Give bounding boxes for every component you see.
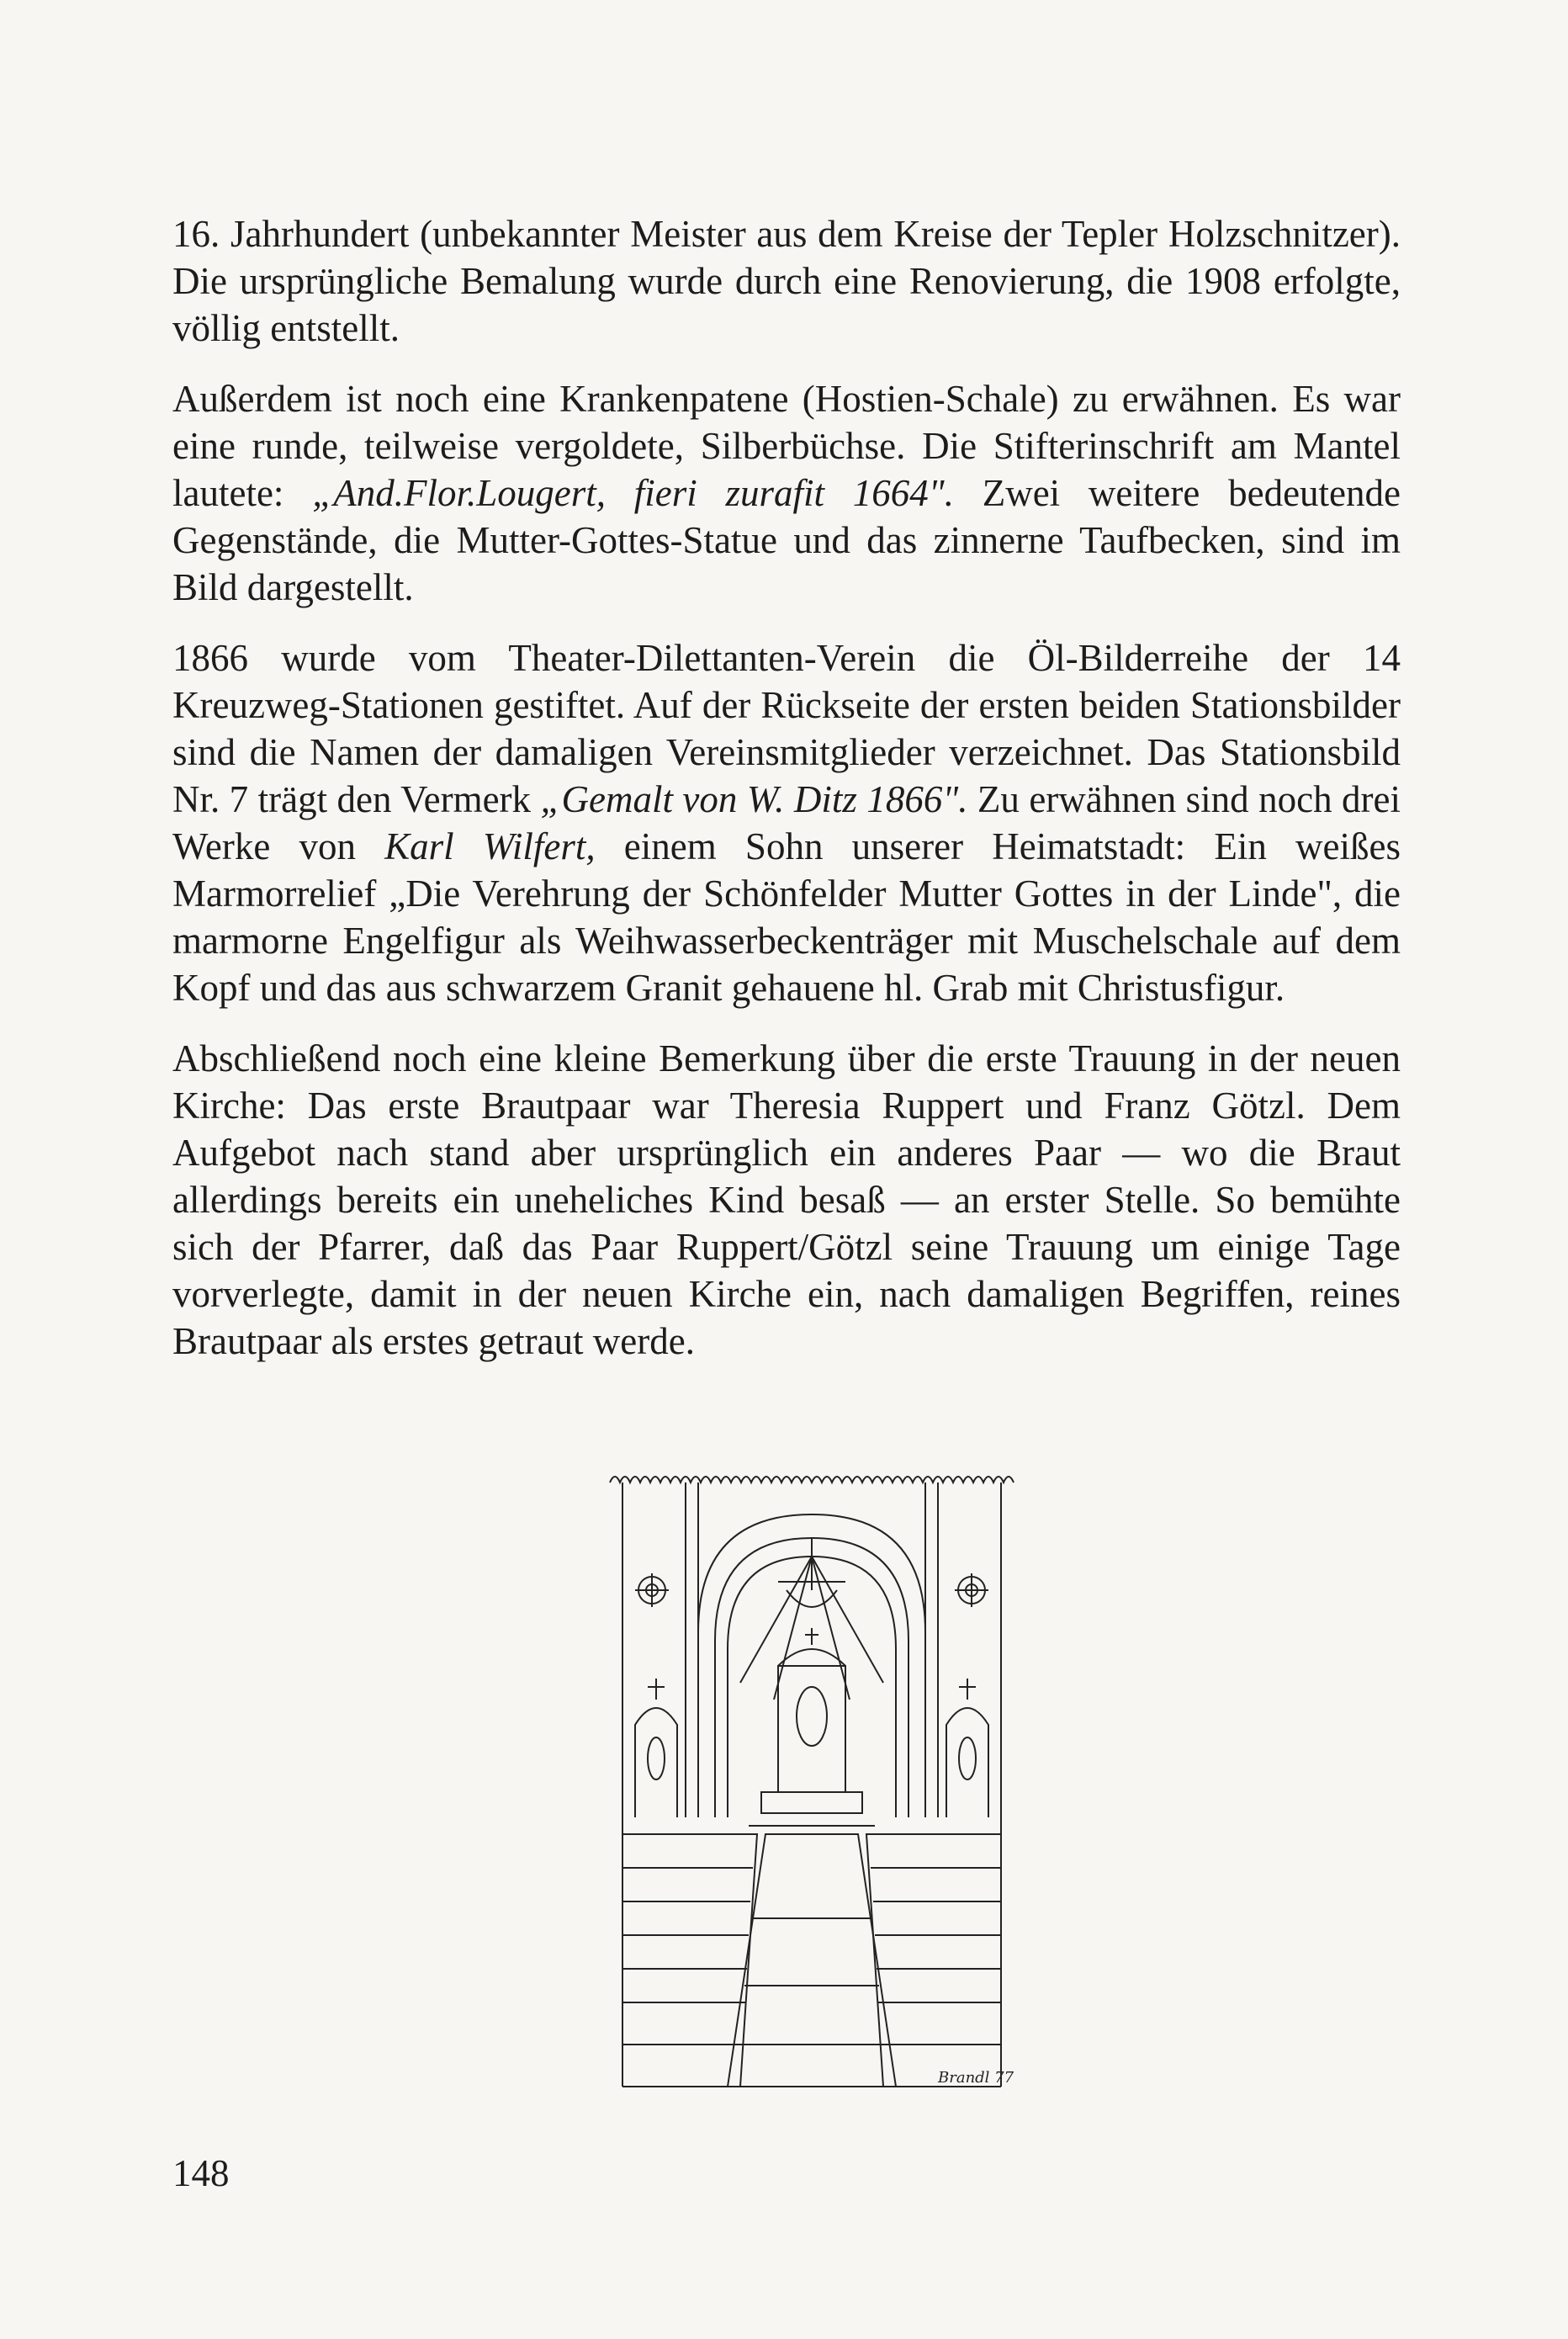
paragraph-3-text-a: 1866 wurde vom Theater-Dilettanten-Verein die Öl-Bilderreihe der 14 Kreuzweg-Stationen gestiftet. Auf der Rückseite der ersten beiden Stationsbilder sind die Namen der damaligen Vereinsmitglieder verzeichnet. Das Stationsbild Nr. 7 trägt den Vermerk [172,637,1401,820]
paragraph-2-text-a: Außerdem ist noch eine Krankenpatene (Hostien-Schale) zu erwähnen. Es war eine runde, teilweise vergoldete, Silberbüchse. Die Stifterinschrift am Mantel lautete: [172,378,1401,514]
painting-note-quote: „Gemalt von W. Ditz 1866". [540,778,968,820]
inscription-quote: „And.Flor.Lougert, fieri zurafit 1664". [312,472,954,514]
church-interior-illustration [606,1464,1018,2103]
illustration-signature: Brandl 77 [938,2069,1014,2087]
paragraph-2 [172,375,1401,611]
paragraph-4 [172,1035,1401,1365]
paragraph-3 [172,634,1401,1011]
paragraph-3-text-e: einem Sohn unserer Heimatstadt: Ein weißes Marmorrelief „Die Verehrung der Schönfelder Mutter Gottes in der Linde", die marmorne Engelfigur als Weihwasserbeckenträger mit Muschelschale auf dem Kopf und das aus schwarzem Granit gehauene hl. Grab mit Christusfigur. [172,825,1401,1009]
page-number: 148 [172,2152,230,2194]
paragraph-1-text: 16. Jahrhundert (unbekannter Meister aus dem Kreise der Tepler Holzschnitzer). Die ursprüngliche Bemalung wurde durch eine Renovierung, die 1908 erfolgte, völlig entstellt. [172,213,1401,349]
artist-name: Karl Wilfert, [384,825,596,867]
paragraph-2-text-c: Zwei weitere bedeutende Gegenstände, die Mutter-Gottes-Statue und das zinnerne Taufbecken, sind im Bild dargestellt. [172,472,1401,608]
body-text [172,210,1401,1388]
paragraph-4-text: Abschließend noch eine kleine Bemerkung über die erste Trauung in der neuen Kirche: Das erste Brautpaar war Theresia Ruppert und Franz Götzl. Dem Aufgebot nach stand aber ursprünglich ein anderes Paar — wo die Braut allerdings bereits ein uneheliches Kind besaß — an erster Stelle. So bemühte sich der Pfarrer, daß das Paar Ruppert/Götzl seine Trauung um einige Tage vorverlegte, damit in der neuen Kirche ein, nach damaligen Begriffen, reines Brautpaar als erstes getraut werde. [172,1037,1401,1362]
paragraph-3-text-c: Zu erwähnen sind noch drei Werke von [172,778,1401,867]
paragraph-1 [172,210,1401,352]
